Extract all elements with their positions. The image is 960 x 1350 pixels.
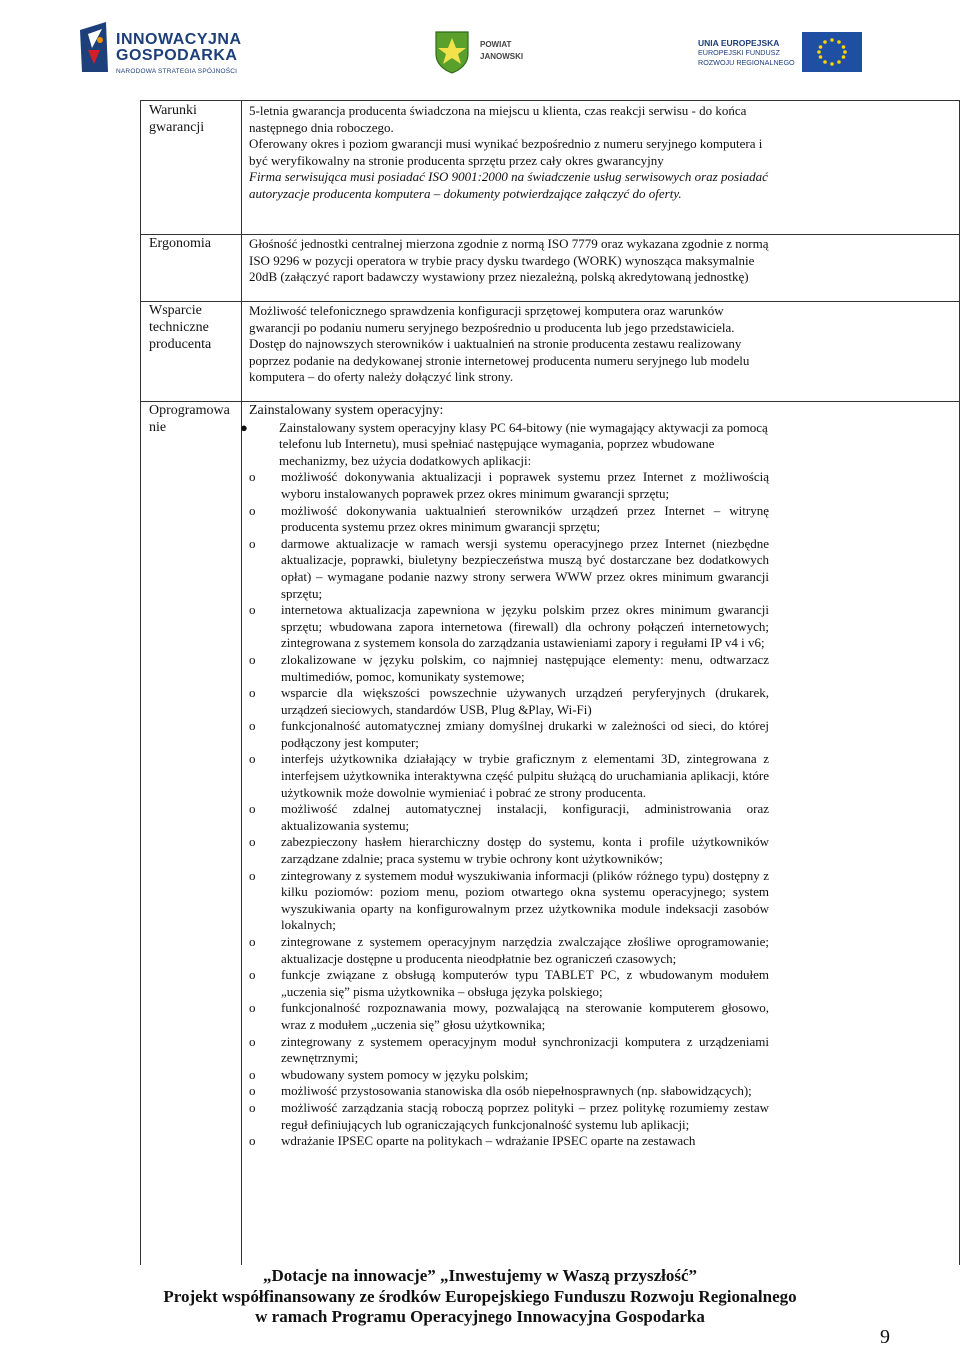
list-item-text: zabezpieczony hasłem hierarchiczny dostęp do systemu, konta i profile użytkowników zarządzane zdalnie; praca systemu w trybie ochrony kont użytkowników; (281, 834, 769, 867)
pj-logo-line1: POWIAT (480, 40, 512, 49)
list-marker-icon: o (249, 1099, 256, 1115)
list-marker-icon: o (249, 1083, 256, 1099)
eu-logo-line1: UNIA EUROPEJSKA (698, 38, 780, 48)
ergonomics-content (249, 236, 769, 286)
list-item-text: wbudowany system pomocy w języku polskim; (281, 1066, 529, 1082)
list-marker-icon: o (249, 834, 256, 850)
ig-logo-line1: INNOWACYJNA (116, 31, 242, 48)
list-item (249, 868, 769, 934)
list-item (249, 967, 769, 1000)
list-item-text: możliwość zdalnej automatycznej instalacji, konfiguracji, administrowania oraz aktualizowania systemu; (281, 801, 769, 833)
list-item-text: zintegrowane z systemem operacyjnym narzędzia zwalczające złośliwe oprogramowanie; aktualizacje dostępne u producenta nieodpłatnie bez ograniczeń czasowych; (281, 934, 769, 966)
footer-line-3: w ramach Programu Operacyjnego Innowacyjna Gospodarka (255, 1307, 705, 1326)
ig-logo-subtitle: NARODOWA STRATEGIA SPÓJNOŚCI (116, 68, 238, 75)
software-content (240, 403, 769, 1150)
specification-table (140, 100, 960, 1265)
list-item-text: zintegrowany z systemem moduł wyszukiwania informacji (plików różnego typu) dostępny z kilku poziomów: poziom menu, poziom otwartego okna systemu operacyjnego; system wyszukiwania oparty na konfigurowalnym przez użytkownika module indeksacji zasobów lokalnych; (281, 867, 769, 933)
ergonomics-label: Ergonomia (149, 236, 211, 251)
list-marker-icon: o (249, 967, 256, 983)
list-item (249, 834, 769, 867)
software-requirements-list (249, 469, 769, 1149)
warranty-paragraph-1: 5-letnia gwarancja producenta świadczona na miejscu u klienta, czas reakcji serwisu - do końca następnego dnia roboczego. (249, 103, 747, 135)
list-item (249, 602, 769, 652)
eu-logo-text (698, 38, 795, 68)
list-item (249, 685, 769, 718)
list-item (249, 536, 769, 602)
list-item (249, 469, 769, 502)
list-item-text: zlokalizowane w języku polskim, co najmniej następujące elementy: menu, odtwarzacz multimediów, pomoc, komunikaty systemowe; (281, 651, 769, 684)
eu-fund-logo (698, 28, 868, 78)
list-item (249, 934, 769, 967)
page-number: 9 (880, 1326, 890, 1348)
list-item-text: wdrażanie IPSEC oparte na politykach – wdrażanie IPSEC oparte na zestawach (281, 1133, 696, 1149)
innowacyjna-gospodarka-logo-icon (78, 20, 110, 74)
list-item (249, 1100, 769, 1133)
list-item-text: internetowa aktualizacja zapewniona w języku polskim przez okres minimum gwarancji sprzętu; wbudowana zapora internetowa (firewall) dla ochrony połączeń internetowych; zintegrowana z systemem konsola do zarządzania ustawieniami zapory i regułami IP v4 i v6; (281, 602, 769, 651)
ig-logo-text (116, 32, 242, 64)
page-footer (0, 1266, 960, 1328)
support-paragraph-2: Dostęp do najnowszych sterowników i uaktualnień na stronie producenta zestawu realizowany poprzez podanie na dedykowanej stronie internetowej producenta numeru seryjnego lub modelu komputera – do oferty należy dołączyć link strony. (249, 336, 750, 385)
list-item (249, 751, 769, 801)
list-marker-icon: o (249, 502, 256, 518)
support-label: Wsparcie techniczne producenta (149, 303, 212, 352)
software-lead: Zainstalowany system operacyjny: (249, 403, 444, 418)
list-item (249, 652, 769, 685)
powiat-janowski-text (480, 39, 523, 63)
row-divider-software (141, 401, 959, 402)
pj-logo-line2: JANOWSKI (480, 52, 524, 61)
list-marker-icon: o (249, 1066, 256, 1082)
list-item-text: funkcjonalność rozpoznawania mowy, pozwalającą na sterowanie komputerem głosowo, wraz z modułem „uczenia się” głosu użytkownika; (281, 1000, 769, 1032)
powiat-janowski-crest-icon (432, 30, 472, 74)
ergonomics-paragraph: Głośność jednostki centralnej mierzona zgodnie z normą ISO 7779 oraz wykazana zgodnie z normą ISO 9296 w pozycji operatora w trybie pracy dysku twardego (WORK) wynosząca maksymalnie 20dB (załączyć raport badawczy wystawiony przez niezależną, polską akredytowaną jednostkę) (249, 236, 769, 285)
footer-line-1: „Dotacje na innowacje” „Inwestujemy w Waszą przyszłość” (262, 1266, 698, 1285)
list-item-text: możliwość dokonywania uaktualnień sterowników urządzeń przez Internet – witrynę producenta systemu przez okres minimum gwarancji sprzętu; (281, 502, 769, 535)
list-marker-icon: o (249, 801, 256, 817)
list-item-text: możliwość dokonywania aktualizacji i poprawek systemu przez Internet z możliwością wyboru instalowanych poprawek przez okres minimum gwarancji sprzętu; (281, 469, 769, 501)
list-item-text: wsparcie dla większości powszechnie używanych urządzeń peryferyjnych (drukarek, urządzeń sieciowych, standardów USB, Plug &Play, Wi-Fi) (281, 685, 769, 717)
column-divider (241, 101, 242, 1265)
support-paragraph-1: Możliwość telefonicznego sprawdzenia konfiguracji sprzętowej komputera oraz warunków gwarancji po podaniu numeru seryjnego bezpośrednio u producenta lub jego przedstawiciela. (249, 303, 735, 335)
list-marker-icon: o (249, 1033, 256, 1049)
list-item (249, 1133, 769, 1150)
eu-logo-line3: ROZWOJU REGIONALNEGO (698, 58, 795, 67)
software-main-bullet (240, 419, 769, 470)
list-item-text: zintegrowany z systemem operacyjnym moduł synchronizacji komputera z urządzeniami zewnętrznymi; (281, 1033, 769, 1066)
list-marker-icon: o (249, 867, 256, 883)
page-header (0, 0, 960, 95)
list-item (249, 718, 769, 751)
warranty-paragraph-2: Oferowany okres i poziom gwarancji musi wynikać bezpośrednio z numeru seryjnego komputera i być weryfikowalny na stronie producenta sprzętu przez cały okres gwarancyjny (249, 136, 763, 168)
innowacyjna-gospodarka-logo (78, 20, 278, 80)
list-marker-icon: o (249, 1000, 256, 1016)
list-marker-icon: o (249, 685, 256, 701)
list-item (249, 503, 769, 536)
list-marker-icon: o (249, 602, 256, 618)
ig-logo-line2: GOSPODARKA (116, 47, 238, 64)
list-item (249, 1083, 769, 1100)
list-item-text: możliwość przystosowania stanowiska dla osób niepełnosprawnych (np. słabowidzących); (281, 1083, 752, 1099)
list-marker-icon: o (249, 751, 256, 767)
footer-line-2: Projekt współfinansowany ze środków Europejskiego Funduszu Rozwoju Regionalnego (163, 1286, 797, 1306)
list-item-text: darmowe aktualizacje w ramach wersji systemu operacyjnego przez Internet (niezbędne aktualizacje, poprawki, biuletyny bezpieczeństwa muszą być dostarczane bez dodatkowych opłat) – wymagane podanie nazwy strony serwera WWW przez okres minimum gwarancji sprzętu; (281, 535, 769, 601)
list-marker-icon: o (249, 535, 256, 551)
software-label: Oprogramowanie (149, 403, 230, 435)
list-item-text: funkcjonalność automatycznej zmiany domyślnej drukarki w zależności od sieci, do której podłączony jest komputer; (281, 718, 769, 750)
row-divider-ergonomics (141, 234, 959, 235)
list-marker-icon: o (249, 934, 256, 949)
warranty-paragraph-3: Firma serwisująca musi posiadać ISO 9001:2000 na świadczenie usług serwisowych oraz posiadać autoryzacje producenta komputera – dokumenty potwierdzające załączyć do oferty. (249, 169, 768, 201)
list-item (249, 1000, 769, 1033)
list-marker-icon: o (249, 1133, 256, 1149)
warranty-label: Warunki gwarancji (149, 103, 205, 135)
bullet-dot-icon: ● (240, 419, 248, 435)
list-item-text: funkcje związane z obsługą komputerów typu TABLET PC, z wbudowanym modułem „uczenia się” pisma użytkownika – obsługa języka polskiego; (281, 967, 769, 999)
row-divider-support (141, 301, 959, 302)
list-item (249, 801, 769, 834)
list-item (249, 1034, 769, 1067)
support-content (249, 303, 769, 386)
list-marker-icon: o (249, 718, 256, 734)
list-item (249, 1067, 769, 1084)
warranty-content (249, 103, 769, 203)
list-marker-icon: o (249, 651, 256, 667)
eu-logo-line2: EUROPEJSKI FUNDUSZ (698, 48, 780, 57)
list-item-text: interfejs użytkownika działający w trybie graficznym z elementami 3D, zintegrowana z interfejsem użytkownika interaktywna część pulpitu służącą do uruchamiania aplikacji, które użytkownik może dowolnie wymieniać i pobrać ze strony producenta. (281, 751, 769, 800)
list-marker-icon: o (249, 469, 256, 485)
powiat-janowski-logo (432, 30, 542, 74)
list-item-text: możliwość zarządzania stacją roboczą poprzez polityki – przez politykę rozumiemy zestaw reguł definiujących lub ograniczających funkcjonalność systemu lub aplikacji; (281, 1099, 769, 1132)
eu-flag-icon (802, 32, 862, 72)
software-main-bullet-text: Zainstalowany system operacyjny klasy PC 64-bitowy (nie wymagający aktywacji za pomocą telefonu lub Internetu), musi spełniać następujące wymagania, poprzez wbudowane mechanizmy, bez użycia dodatkowych aplikacji: (279, 419, 768, 468)
